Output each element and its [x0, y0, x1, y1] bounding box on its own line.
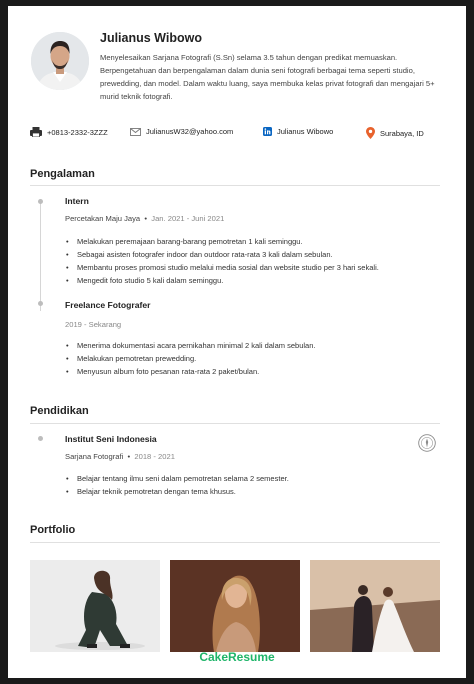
contact-location[interactable] — [366, 127, 424, 139]
school-name: Institut Seni Indonesia — [65, 434, 157, 444]
location-text: Surabaya, ID — [380, 128, 424, 138]
list-item: • Menyusun album foto pesanan rata-rata 2 paket/bulan. — [65, 365, 445, 378]
woman-portrait-image — [170, 560, 300, 652]
portfolio-photo-portrait[interactable] — [170, 560, 300, 652]
job-role: Intern — [65, 196, 89, 206]
list-item: • Sebagai asisten fotografer indoor dan outdoor rata-rata 3 kali dalam sebulan. — [65, 248, 445, 261]
separator-dot: • — [142, 214, 152, 223]
separator-dot: • — [125, 452, 135, 461]
education-heading: Pendidikan — [30, 405, 89, 417]
phone-text: +0813-2332-3ZZZ — [47, 127, 108, 137]
wedding-couple-image — [310, 560, 440, 652]
education-divider — [30, 423, 440, 424]
timeline-dot — [38, 301, 43, 306]
job-role: Freelance Fotografer — [65, 300, 151, 310]
profile-summary: Menyelesaikan Sarjana Fotografi (S.Sn) selama 3.5 tahun dengan predikat memuaskan. Berpengetahuan dan berpengalaman dalam dunia seni fotografi berbagai tema seperti studio, prewedding, dan model. Dalam waktu luang, saya membuka kelas privat fotografi dan mengajari 5+ murid teknik fotografi. — [100, 53, 435, 101]
education-bullets — [65, 472, 445, 498]
linkedin-text: Julianus Wibowo — [277, 127, 334, 136]
experience-heading: Pengalaman — [30, 168, 95, 180]
experience-divider — [30, 185, 440, 186]
list-item: • Melakukan pemotretan prewedding. — [65, 352, 445, 365]
model-sitting-image — [30, 560, 160, 652]
timeline-dot — [38, 436, 43, 441]
portfolio-heading: Portfolio — [30, 524, 76, 536]
cakeresume-logo[interactable]: CakeResume — [199, 650, 275, 664]
avatar — [31, 32, 89, 90]
list-item: • Belajar teknik pemotretan dengan tema khusus. — [65, 485, 445, 498]
job-date: 2019 - Sekarang — [65, 320, 122, 329]
job-date: Jan. 2021 - Juni 2021 — [151, 214, 225, 223]
timeline-dot — [38, 199, 43, 204]
portfolio-divider — [30, 542, 440, 543]
portfolio-photo-wedding[interactable] — [310, 560, 440, 652]
fax-phone-icon — [30, 127, 42, 137]
job-company: Percetakan Maju Jaya — [65, 214, 141, 223]
list-item: • Melakukan peremajaan barang-barang pemotretan 1 kali seminggu. — [65, 235, 445, 248]
linkedin-icon — [263, 127, 272, 136]
experience-timeline — [40, 199, 41, 311]
profile-photo — [31, 32, 89, 90]
job-bullets — [65, 235, 445, 287]
degree-line — [65, 452, 175, 461]
education-date: 2018 - 2021 — [134, 452, 175, 461]
location-pin-icon — [366, 127, 375, 139]
list-item: • Menerima dokumentasi acara pernikahan minimal 2 kali dalam sebulan. — [65, 339, 445, 352]
list-item: • Mengedit foto studio 5 kali dalam seminggu. — [65, 274, 445, 287]
mail-icon — [130, 128, 141, 136]
job-company-line — [65, 214, 224, 223]
email-text: JulianusW32@yahoo.com — [146, 127, 234, 136]
list-item: • Membantu proses promosi studio melalui media sosial dan website studio per 3 hari sekali. — [65, 261, 445, 274]
contact-phone[interactable] — [30, 127, 108, 137]
school-seal-icon — [418, 434, 436, 452]
job-bullets — [65, 339, 445, 378]
job-date-line — [65, 320, 121, 329]
degree: Sarjana Fotografi — [65, 452, 124, 461]
contact-linkedin[interactable] — [263, 127, 333, 136]
portfolio-photo-model-sitting[interactable] — [30, 560, 160, 652]
list-item: • Belajar tentang ilmu seni dalam pemotretan selama 2 semester. — [65, 472, 445, 485]
profile-name: Julianus Wibowo — [100, 31, 202, 45]
resume-page — [8, 6, 466, 678]
contact-bar — [30, 127, 450, 141]
contact-email[interactable] — [130, 127, 233, 136]
